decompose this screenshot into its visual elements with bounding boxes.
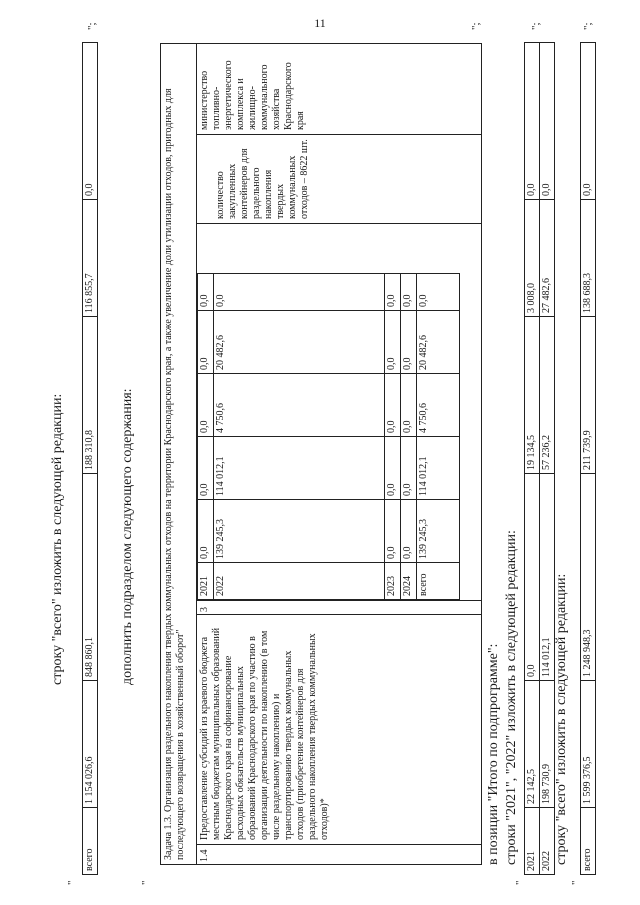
subprogram-total-table	[524, 42, 555, 875]
cell-total: 22 142,5	[525, 681, 540, 808]
total-row-table-2	[580, 42, 596, 875]
cell-label: всего	[581, 808, 596, 875]
value-cell: 0,0	[385, 374, 401, 437]
cell-extra: 0,0	[83, 43, 98, 200]
year-cell: 2021	[198, 563, 214, 600]
executor: министерство топливно-энергетического комплекса и жилищно-коммунального хозяйства Краснодарского края	[199, 60, 306, 130]
value-cell: 0,0	[401, 374, 417, 437]
quote-close: ";	[86, 22, 98, 30]
value-cell: 0,0	[417, 274, 460, 311]
quote-close: ";	[530, 22, 542, 30]
value-cell: 0,0	[198, 274, 214, 311]
cell-total: 1 154 026,6	[83, 681, 98, 808]
value-cell: 0,0	[385, 274, 401, 311]
quote-open: "	[514, 880, 526, 885]
cell-federal: 0,0	[525, 474, 540, 681]
total-row-table-1	[82, 42, 98, 875]
value-cell: 0,0	[214, 274, 385, 311]
cell-year: 2021	[525, 808, 540, 875]
value-cell: 0,0	[198, 374, 214, 437]
cell-local: 27 482,6	[540, 200, 555, 317]
value-cell: 114 012,1	[214, 437, 385, 500]
value-cell: 0,0	[385, 500, 401, 563]
rotated-content	[40, 5, 600, 885]
value-cell: 20 482,6	[214, 311, 385, 374]
instruction-total-row-2: строку "всего" изложить в следующей редакции:	[554, 573, 569, 865]
cell-extra: 0,0	[540, 43, 555, 200]
value-cell: 4 750,6	[214, 374, 385, 437]
cell-extra: 0,0	[581, 43, 596, 200]
value-cell: 0,0	[385, 437, 401, 500]
value-cell: 0,0	[198, 437, 214, 500]
cell-federal: 848 860,1	[83, 474, 98, 681]
financing-grid	[197, 273, 460, 600]
year-cell: всего	[417, 563, 460, 600]
cell-local: 138 688,3	[581, 200, 596, 317]
quote-close: ";	[582, 22, 594, 30]
value-cell: 0,0	[198, 500, 214, 563]
value-cell: 0,0	[401, 274, 417, 311]
value-cell: 114 012,1	[417, 437, 460, 500]
quote-close: ";	[470, 22, 482, 30]
year-cell: 2024	[401, 563, 417, 600]
cell-regional: 57 236,2	[540, 317, 555, 474]
instruction-subprogram-total: в позиции "Итого по подпрограмме":	[486, 643, 501, 865]
value-cell: 0,0	[198, 311, 214, 374]
year-cell: 2023	[385, 563, 401, 600]
measure-description: Предоставление субсидий из краевого бюджета местным бюджетам муниципальных образований Краснодарского края на софинансирование расходных обязательств муниципальных образований Краснодарского края по участию в организации деятельности по накоплению (в том числе раздельному накоплению) и транспортированию твердых коммунальных отходов (приобретение контейнеров для раздельного накопления твердых коммунальных отходов)*	[197, 614, 481, 844]
quote-open: "	[66, 880, 78, 885]
value-cell: 0,0	[401, 437, 417, 500]
cell-federal: 1 248 948,3	[581, 474, 596, 681]
quote-open: "	[570, 880, 582, 885]
cell-regional: 188 310,8	[83, 317, 98, 474]
value-cell: 0,0	[401, 500, 417, 563]
subsection-table	[160, 43, 482, 865]
value-cell: 4 750,6	[417, 374, 460, 437]
value-cell: 20 482,6	[417, 311, 460, 374]
instruction-add-subsection: дополнить подразделом следующего содержания:	[120, 388, 135, 685]
instruction-total-row: строку "всего" изложить в следующей редакции:	[50, 393, 65, 685]
result-indicator: количество закупленных контейнеров для раздельного накопления твердых коммунальных отходов – 8622 шт.	[197, 134, 481, 224]
cell-extra: 0,0	[525, 43, 540, 200]
value-cell: 0,0	[401, 311, 417, 374]
quote-open: "	[140, 880, 152, 885]
cell-local: 3 008,0	[525, 200, 540, 317]
cell-year: 2022	[540, 808, 555, 875]
value-cell: 139 245,3	[214, 500, 385, 563]
cell-total: 1 599 376,5	[581, 681, 596, 808]
task-header: Задача 1.3. Организация раздельного накопления твердых коммунальных отходов на территории Краснодарского края, а также увеличение доли утилизации отходов, пригодных для последующего возвращения в хозяйственный оборот"	[161, 44, 197, 864]
cell-federal: 114 012,1	[540, 474, 555, 681]
cell-label: всего	[83, 808, 98, 875]
row-number: 1.4	[197, 844, 481, 864]
column-3: 3	[197, 600, 481, 614]
cell-total: 198 730,9	[540, 681, 555, 808]
cell-local: 116 855,7	[83, 200, 98, 317]
instruction-rows-2021-2022: строки "2021", "2022" изложить в следующей редакции:	[504, 530, 519, 865]
cell-regional: 19 134,5	[525, 317, 540, 474]
year-cell: 2022	[214, 563, 385, 600]
value-cell: 139 245,3	[417, 500, 460, 563]
page-number: 11	[314, 16, 326, 30]
value-cell: 0,0	[385, 311, 401, 374]
cell-regional: 211 739,9	[581, 317, 596, 474]
